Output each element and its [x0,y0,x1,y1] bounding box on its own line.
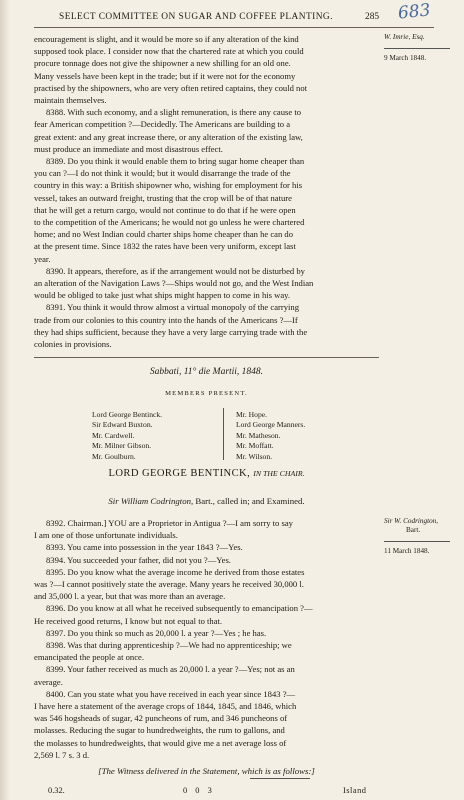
text-line: 8392. Chairman.] YOU are a Proprietor in Antigua ?—I am sorry to say [46,518,293,528]
text-line: and 35,000 l. a year, but that was more than an average. [34,591,226,602]
text-line: 8394. You succeeded your father, did not you ?—Yes. [46,554,231,565]
members-divider [223,408,224,460]
text-line: country in this way: a British shipowner who, wishing for employment for his [34,180,303,191]
text-line: encouragement is slight, and it would be more so if any alteration of the kind [34,34,299,44]
text-line: maintain themselves. [34,95,107,106]
text-line: practised by the shipowners, who are very often retired captains, they could not [34,82,308,93]
footer-catchword: Island [343,786,367,795]
text-line: 8396. Do you know at all what he received subsequently to emancipation ?— [46,603,313,614]
text-line: I have here a statement of the average crops of 1844, 1845, and 1846, which [34,701,297,712]
statement-rule [250,778,310,779]
margin-note-witness-2 [384,517,460,556]
members-list-left [92,410,162,462]
chair-suffix: IN THE CHAIR. [253,469,305,478]
text-line: 8389. Do you think it would enable them to bring sugar home cheaper than [46,156,305,167]
page-number: 285 [365,12,380,22]
members-present-title: MEMBERS PRESENT. [165,390,248,397]
testimony-continued [34,33,379,350]
member-name: Mr. Goulburn. [92,451,136,461]
members-list-right [236,410,305,462]
text-line: 8388. With such economy, and a slight remuneration, is there any cause to [46,107,302,118]
text-line: great extent: and any great increase there, or any alteration of the existing law, [34,131,303,142]
member-name: Mr. Cardwell. [92,430,135,440]
member-name: Sir Edward Buxton. [92,420,153,430]
witness-called-text: Bart., called in; and Examined. [195,496,305,506]
text-line: emancipated the people at once. [34,652,144,663]
text-line: 8397. Do you think so much as 20,000 l. a year ?—Yes ; he has. [46,627,267,638]
member-name: Mr. Moffatt. [236,441,274,451]
text-line: I am one of those unfortunate individuals. [34,530,178,541]
text-line: 8391. You think it would throw almost a virtual monopoly of the carrying [46,302,300,313]
text-line: would be obliged to take just what ships might happen to come in his way. [34,290,291,301]
text-line: molasses. Reducing the sugar to hundredweights, the rum to gallons, and [34,725,285,736]
member-name: Lord George Bentinck. [92,410,163,419]
running-header: SELECT COMMITTEE ON SUGAR AND COFFEE PLANTING. [59,12,333,22]
witness-name: Sir William Codrington, [108,496,194,506]
text-line: was 546 hogsheads of sugar, 42 puncheons of rum, and 346 puncheons of [34,713,288,724]
text-line: fear American competition ?—Decidedly. The Americans are building to a [34,119,291,130]
text-line: vessel, takes an outward freight, trusting that the crop will be of that nature [34,192,292,203]
text-line: 8390. It appears, therefore, as if the arrangement would not be disturbed by [46,265,305,276]
text-line: trade from our colonies to this country into the hands of the Americans ?—If [34,314,298,325]
margin-date: 9 March 1848. [384,54,427,62]
member-name: Mr. Matheson. [236,430,281,440]
text-line: 8398. Was that during apprenticeship ?—We had no apprenticeship; we [46,640,292,651]
margin-rule [384,541,450,542]
member-name: Mr. Wilson. [236,451,273,461]
text-line: 8400. Can you state what you have received in each year since 1843 ?— [46,688,296,699]
witness-called-line [34,496,379,506]
text-line: an alteration of the Navigation Laws ?—Ships would not go, and the West Indian [34,278,314,289]
page-spine-shadow [0,0,10,800]
sitting-date: Sabbati, 11° die Martii, 1848. [149,367,264,377]
margin-witness-name: W. Imrie, Esq. [384,33,425,41]
text-line: average. [34,676,63,687]
margin-date: 11 March 1848. [384,547,430,555]
footer-signature-mark: 0.32. [48,786,65,795]
text-line: 2,569 l. 7 s. 3 d. [34,749,90,760]
header-rule [34,27,434,28]
member-name: Mr. Milner Gibson. [92,441,152,451]
text-line: home; and no West Indian could charter ships home cheaper than he can do [34,229,294,240]
margin-rule [384,48,450,49]
handwritten-folio-number: 683 [397,0,432,24]
testimony-codrington [34,517,379,761]
text-line: Many vessels have been kept in the trade; but if it were not for the economy [34,70,296,81]
member-name: Mr. Hope. [236,410,268,419]
margin-witness-name: Sir W. Codrington, [384,517,439,525]
margin-note-witness-1 [384,33,460,63]
text-line: to the competition of the Americans; he would not go unless he were chartered [34,217,305,228]
text-line: 8399. Your father received as much as 20,000 l. a year ?—Yes; not as an [46,664,295,675]
text-line: they had ships sufficient, because they have a very large carrying trade with the [34,326,308,337]
text-line: He received good returns, I know but not equal to that. [34,615,223,626]
footer-sheet-mark: 0 0 3 [183,786,215,795]
chair-name: LORD GEORGE BENTINCK, [108,468,251,479]
text-line: procure tonnage does not give the shipowner a new shilling for an old one. [34,58,291,69]
text-line: 8395. Do you know what the average income he derived from those estates [46,566,305,577]
statement-note: [The Witness delivered in the Statement, which is as follows:] [98,766,315,776]
chair-heading [34,468,379,479]
text-line: must produce an immediate and most disastrous effect. [34,143,223,154]
text-line: at the present time. Since 1832 the rates have been very uniform, except last [34,241,296,252]
text-line: was ?—I cannot positively state the average. Many years he received 30,000 l. [34,579,304,590]
text-line: that he will get a return cargo, would not continue to do that if he were open [34,204,296,215]
margin-witness-title: Bart. [406,526,421,534]
text-line: colonies in provisions. [34,339,112,350]
text-line: you can ?—I do not think it would; but it would disarrange the trade of the [34,168,291,179]
section-rule [34,357,379,358]
text-line: the molasses to hundredweights, that would give me a net average loss of [34,737,287,748]
text-line: year. [34,253,51,264]
text-line: 8393. You came into possession in the year 1843 ?—Yes. [46,542,243,553]
member-name: Lord George Manners. [236,420,306,430]
text-line: supposed took place. I consider now that the chartered rate at which you could [34,46,304,57]
